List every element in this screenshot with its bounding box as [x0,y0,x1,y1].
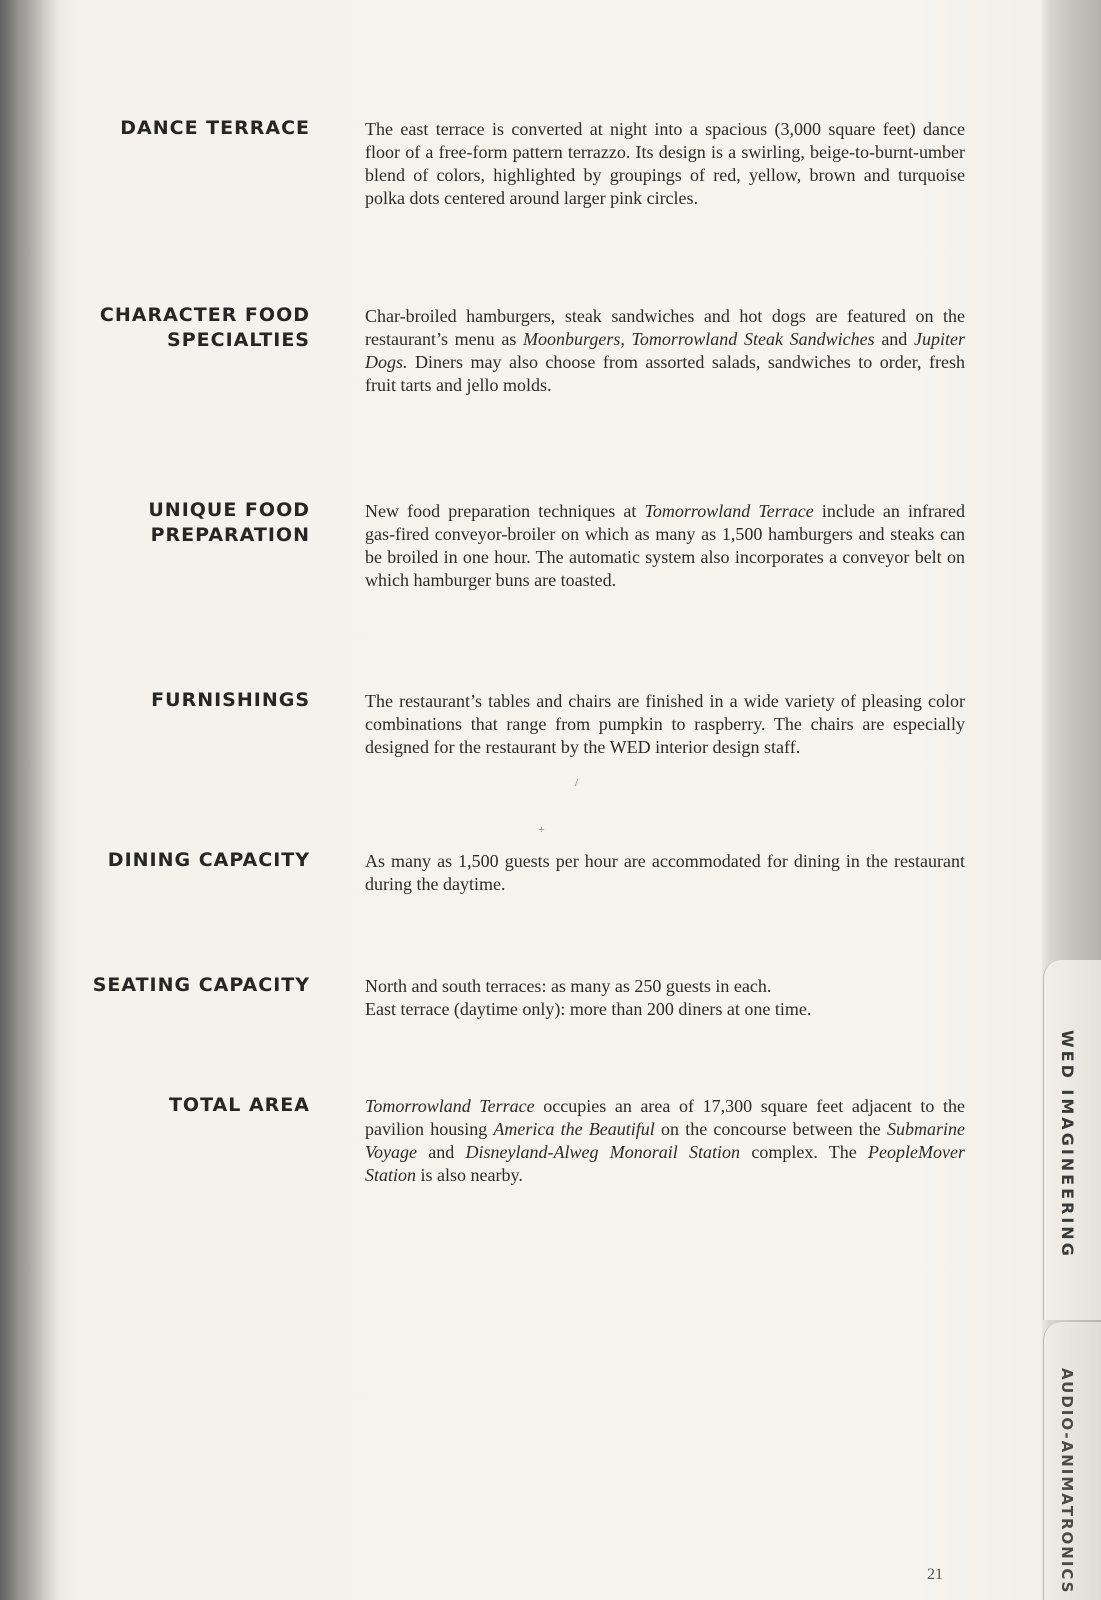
section-heading [100,303,310,353]
italic-title-text: Submarine Voyage [365,1119,965,1162]
section-body [365,975,965,1021]
italic-title-text: Tomorrowland Terrace [365,1096,535,1116]
body-text-segment: and [874,329,914,349]
section-body [365,1095,965,1187]
body-text-segment: on the concourse between the [654,1119,887,1139]
body-text-segment: North and south terraces: as many as 250 guests in each. [365,976,772,996]
body-text-segment: Char-broiled hamburgers, steak sandwiches and hot dogs are featured on the restaurant’s menu as [365,306,965,349]
italic-title-text: PeopleMover Station [365,1142,965,1185]
body-text-segment: and [416,1142,466,1162]
section-body [365,305,965,397]
tab-label-wed-imagineering: WED IMAGINEERING [1058,1030,1077,1259]
italic-title-text: Disneyland-Alweg Monorail Station [465,1142,741,1162]
section-heading-line: DINING CAPACITY [107,849,310,871]
section-body [365,500,965,592]
section-heading-line: UNIQUE FOOD [148,499,310,521]
section-heading [148,498,310,548]
section-heading [93,973,310,998]
italic-title-text: Jupiter Dogs. [365,329,965,372]
body-text-segment: Diners may also choose from assorted salads, sandwiches to order, fresh fruit tarts and jello molds. [365,352,965,395]
section-heading-line: TOTAL AREA [168,1094,310,1116]
section-heading-line: DANCE TERRACE [120,117,310,139]
body-text-segment: New food preparation techniques at [365,501,645,521]
body-text-segment: complex. The [740,1142,869,1162]
section-heading [120,116,310,141]
body-text-segment: is also nearby. [416,1165,523,1185]
body-text-segment: As many as 1,500 guests per hour are accommodated for dining in the restaurant during the daytime. [365,851,965,894]
section-heading-line: SEATING CAPACITY [92,974,310,996]
tab-label-audio-animatronics: AUDIO-ANIMATRONICS [1058,1368,1076,1595]
section-heading [169,1093,310,1118]
section-heading-line: PREPARATION [150,524,310,546]
section-heading-line: CHARACTER FOOD [99,304,310,326]
page-number: 21 [927,1566,943,1583]
gutter-shadow [0,0,60,1600]
body-text-segment: occupies an area of 17,300 square feet adjacent to the pavilion housing [365,1096,965,1139]
body-text-segment: include an infrared gas-fired conveyor-broiler on which as many as 1,500 hamburgers and steaks can be broiled in one hour. The automatic system also incorporates a conveyor belt on which hamburger buns are toasted. [365,501,966,590]
italic-title-text: America the Beautiful [493,1119,655,1139]
section-body [365,118,965,210]
section-body [365,850,965,896]
body-text-segment: The restaurant’s tables and chairs are finished in a wide variety of pleasing color combinations that range from pumpkin to raspberry. The chairs are especially designed for the restaurant by the WED interior design staff. [365,691,965,757]
italic-title-text: Tomorrowland Terrace [644,501,814,521]
section-heading-line: FURNISHINGS [151,689,310,711]
italic-title-text: Moonburgers, Tomorrowland Steak Sandwiches [523,329,875,349]
section-body [365,690,965,759]
section-heading-line: SPECIALTIES [167,329,310,351]
section-heading [108,848,310,873]
paper-speck: / [575,775,579,789]
section-heading [151,688,310,713]
body-text-segment: The east terrace is converted at night into a spacious (3,000 square feet) dance floor of a free-form pattern terrazzo. Its design is a swirling, beige-to-burnt-umber blend of colors, highlighted by groupings of red, yellow, brown and turquoise polka dots centered around larger pink circles. [365,119,965,208]
paper-speck: + [538,822,545,836]
body-text-segment: East terrace (daytime only): more than 200 diners at one time. [365,999,812,1019]
